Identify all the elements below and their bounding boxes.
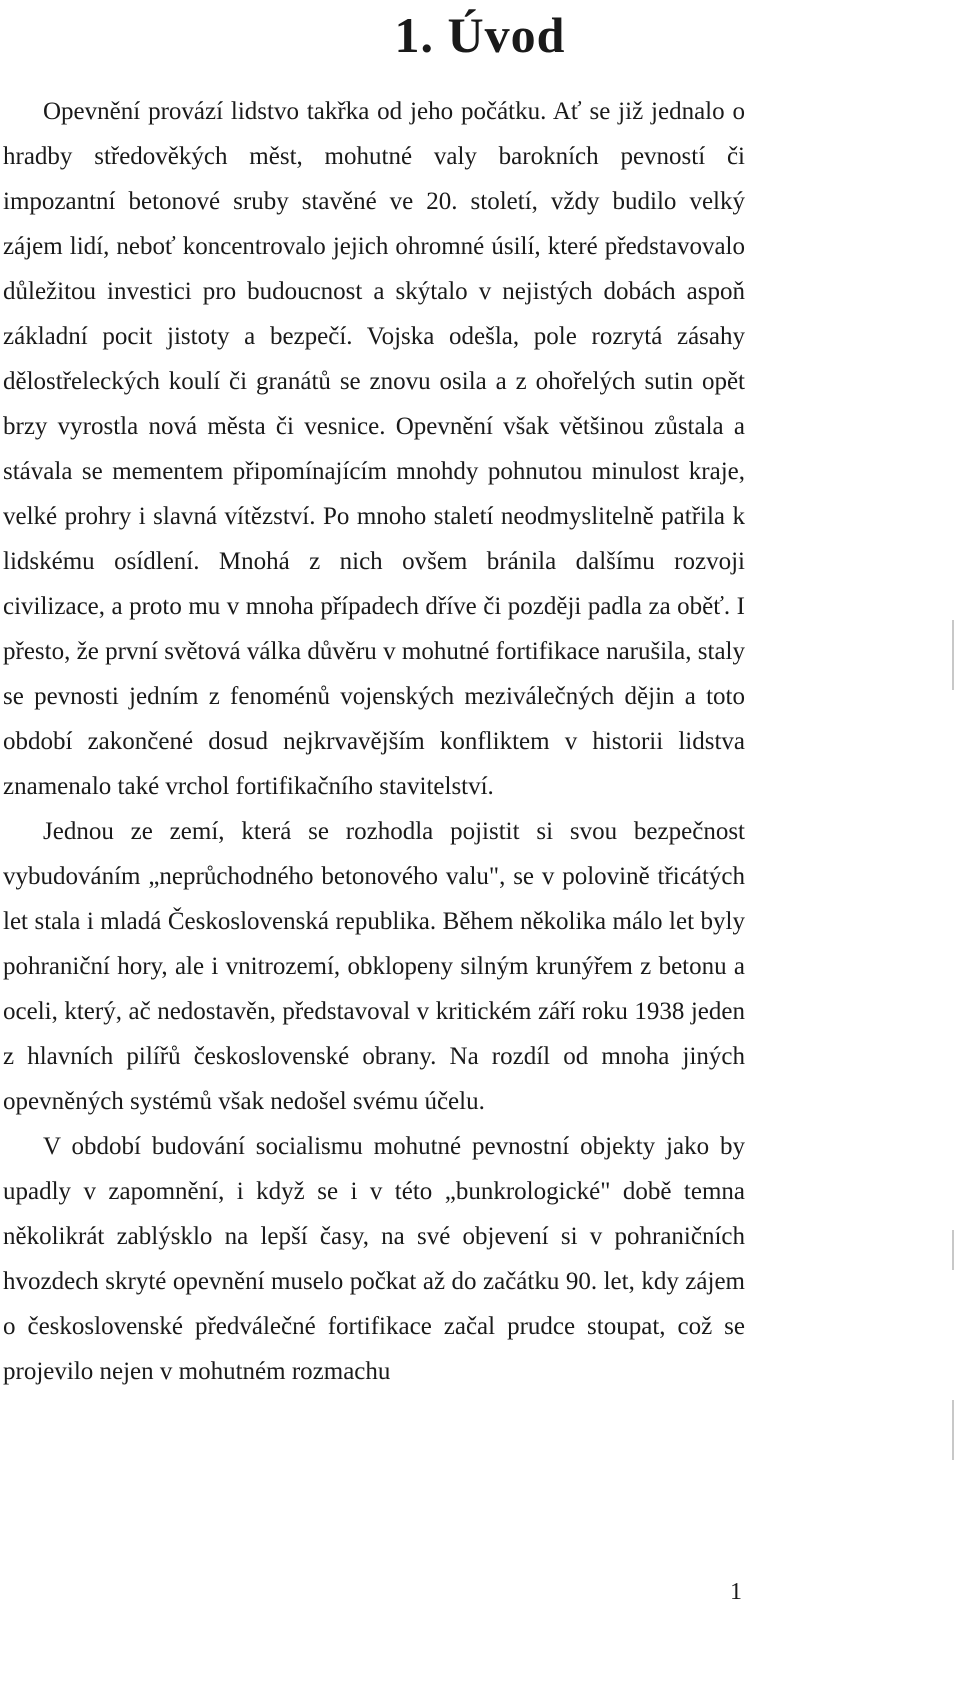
paragraph-2: Jednou ze zemí, která se rozhodla pojistit si svou bezpečnost vybudováním „neprůchodného betonového valu", se v polovině třicátých let stala i mladá Československá republika. Během několika málo let byly pohraniční hory, ale i vnitrozemí, obklopeny silným krunýřem z betonu a oceli, který, ač nedostavěn, představoval v kritickém září roku 1938 jeden z hlavních pilířů československé obrany. Na rozdíl od mnoha jiných opevněných systémů však nedošel svému účelu. xyxy=(3,818,745,1115)
scan-edge-mark xyxy=(952,620,954,690)
scan-edge-mark xyxy=(952,1400,954,1460)
scan-edge-mark xyxy=(952,1230,954,1270)
paragraph-3: V období budování socialismu mohutné pevnostní objekty jako by upadly v zapomnění, i když se i v této „bunkrologické" době temna několikrát zablýsklo na lepší časy, na své objevení si v pohraničních hvozdech skryté opevnění muselo počkat až do začátku 90. let, kdy zájem o československé předválečné fortifikace začal prudce stoupat, což se projevilo nejen v mohutném rozmachu xyxy=(3,1133,745,1385)
page-number: 1 xyxy=(730,1579,742,1605)
body-text xyxy=(3,89,745,1394)
paragraph-1: Opevnění provází lidstvo takřka od jeho počátku. Ať se již jednalo o hradby středověkých měst, mohutné valy barokních pevností či impozantní betonové sruby stavěné ve 20. století, vždy budilo velký zájem lidí, neboť koncentrovalo jejich ohromné úsilí, které představovalo důležitou investici pro budoucnost a skýtalo v nejistých dobách aspoň základní pocit jistoty a bezpečí. Vojska odešla, pole rozrytá zásahy dělostřeleckých koulí či granátů se znovu osila a z ohořelých sutin opět brzy vyrostla nová města či vesnice. Opevnění však většinou zůstala a stávala se mementem připomínajícím mnohdy pohnutou minulost kraje, velké prohry i slavná vítězství. Po mnoho staletí neodmyslitelně patřila k lidskému osídlení. Mnohá z nich ovšem bránila dalšímu rozvoji civilizace, a proto mu v mnoha případech dříve či později padla za oběť. I přesto, že první světová válka důvěru v mohutné fortifikace narušila, staly se pevnosti jedním z fenoménů vojenských meziválečných dějin a toto období zakončené dosud nejkrvavějším konfliktem v historii lidstva znamenalo také vrchol fortifikačního stavitelství. xyxy=(3,98,745,800)
chapter-title: 1. Úvod xyxy=(394,7,566,63)
